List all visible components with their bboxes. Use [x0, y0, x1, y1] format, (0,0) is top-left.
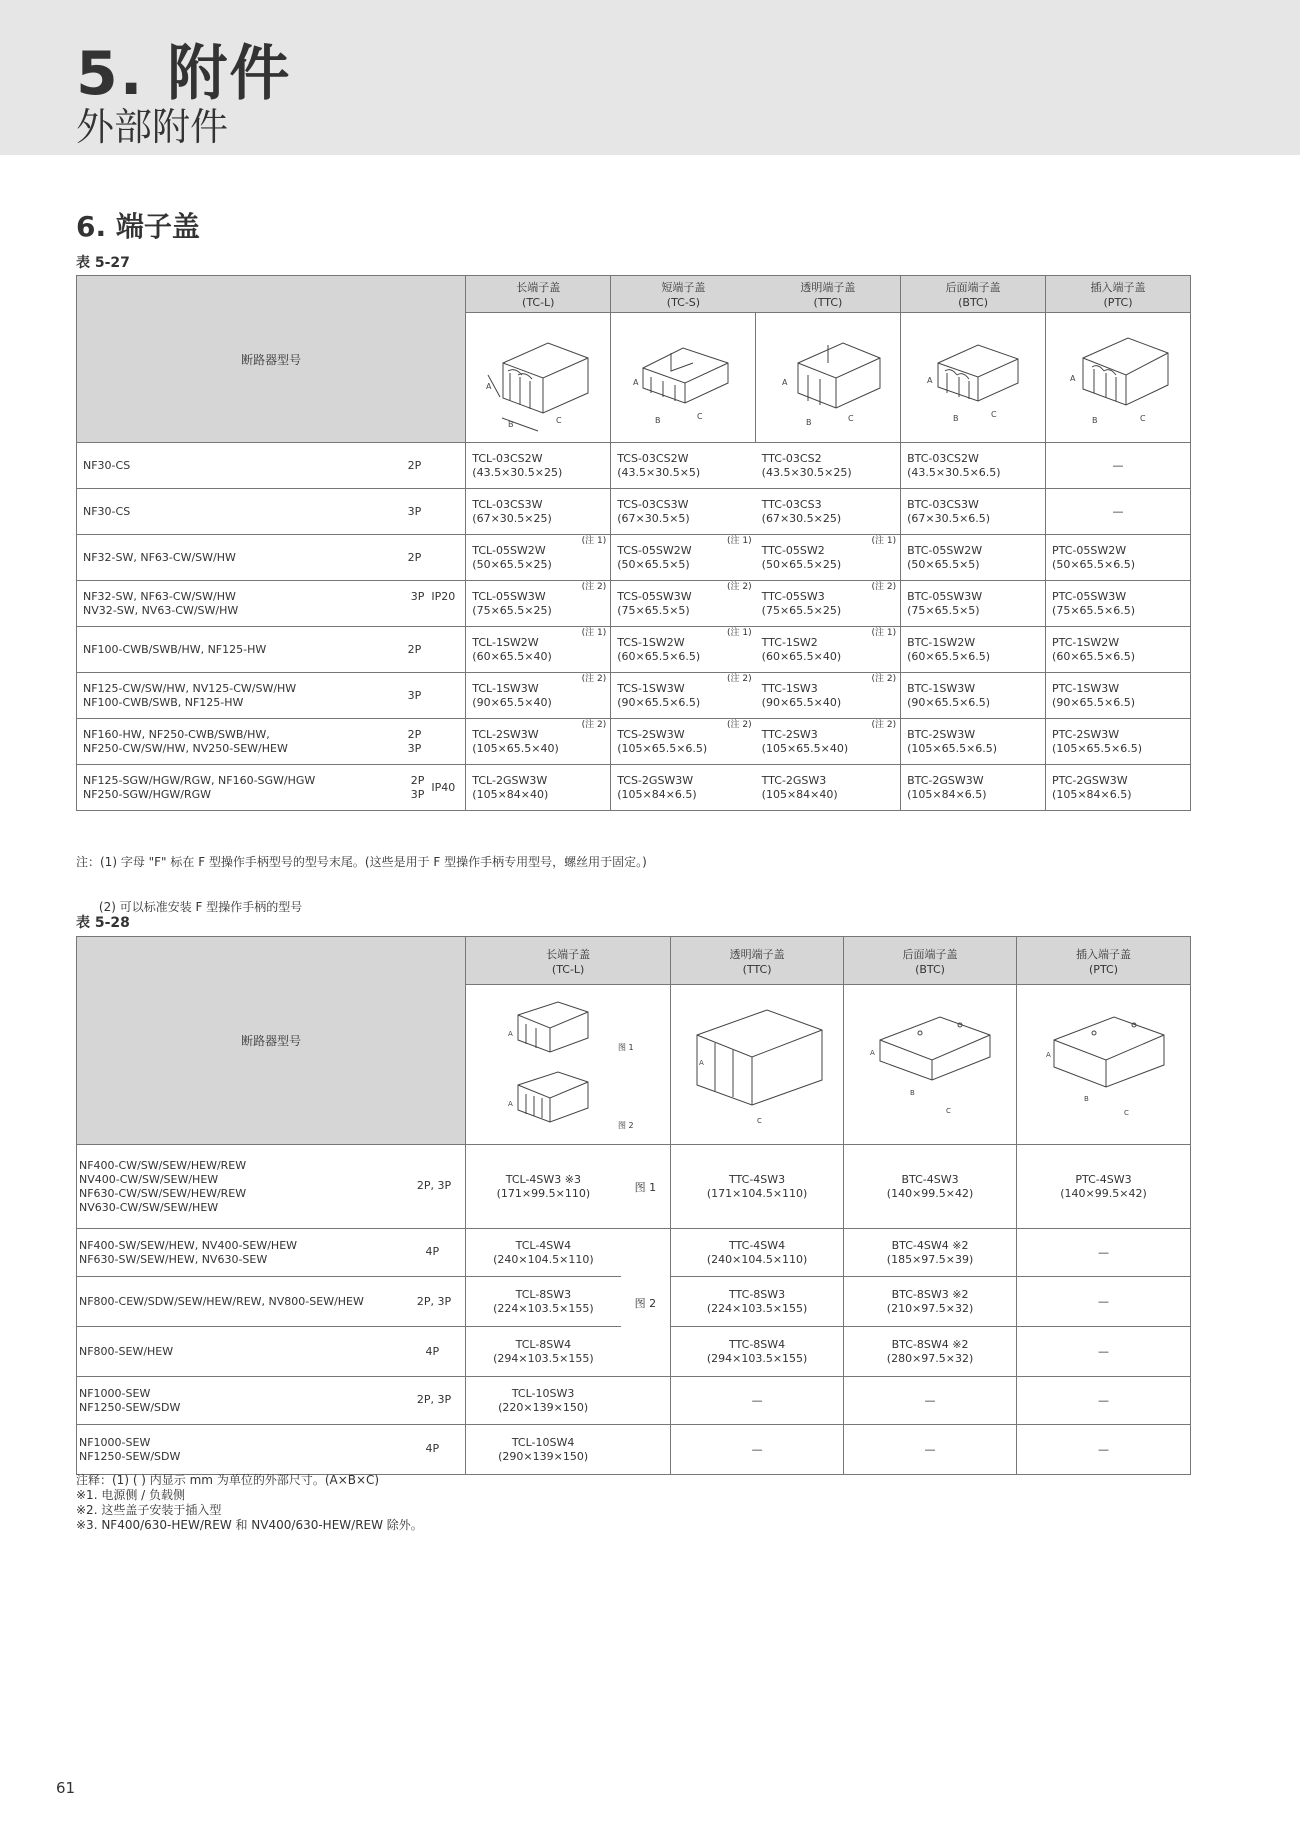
table1-row-header: 断路器型号 [77, 276, 466, 443]
table-row: NF800-CEW/SDW/SEW/HEW/REW, NV800-SEW/HEW 2P, 3P TCL-8SW3 (224×103.5×155) TTC-8SW3 (224×103.5×155) BTC-8SW3 ※2 (210×97.5×32) — [77, 1277, 1191, 1327]
table-5-28 [76, 936, 1191, 1475]
svg-text:A: A [927, 375, 933, 385]
table-row: 3P NF125-CW/SW/HW, NV125-CW/SW/HW NF100-CWB/SWB, NF125-HW (注 2) TCL-1SW3W (90×65.5×40) (注 2) TCS-1SW3W (90×65.5×6.5) (注 2) TTC-1SW3 (90×65.5×40) BTC-1SW3W (90×65.5×6.5) PTC-1SW3W (90×65.5×6.5) [77, 673, 1191, 719]
table2-notes: 注释：(1) ( ) 内显示 mm 为单位的外部尺寸。(A×B×C) ※1. 电源侧 / 负载侧 ※2. 这些盖子安装于插入型 ※3. NF400/630-HEW/REW 和 NV400/630-HEW/REW 除外。 [76, 1473, 423, 1532]
table-row: 2P, 3P NF1000-SEW NF1250-SEW/SDW TCL-10SW3 (220×139×150) — — — [77, 1377, 1191, 1425]
table-row: NF800-SEW/HEW 4P TCL-8SW4 (294×103.5×155) TTC-8SW4 (294×103.5×155) BTC-8SW4 ※2 (280×97.5×32) — [77, 1327, 1191, 1377]
col-header-btc: 后面端子盖 (BTC) [901, 276, 1046, 313]
svg-text:C: C [556, 415, 562, 425]
svg-text:A: A [870, 1048, 875, 1057]
table-row: NF30-CS 2P TCL-03CS2W (43.5×30.5×25) TCS-03CS2W (43.5×30.5×5) TTC-03CS2 (43.5×30.5×25) BTC-03CS2W (43.5×30.5×6.5) — [77, 443, 1191, 489]
svg-text:A: A [633, 377, 639, 387]
table-row: 2P 3P IP40 NF125-SGW/HGW/RGW, NF160-SGW/HGW NF250-SGW/HGW/RGW TCL-2GSW3W (105×84×40) TCS-2GSW3W (105×84×6.5) TTC-2GSW3 (105×84×40) BTC-2GSW3W (105×84×6.5) PTC-2GSW3W (105×84×6.5) [77, 765, 1191, 811]
svg-text:B: B [1092, 415, 1098, 425]
btc-cover-illustration [844, 985, 1017, 1145]
svg-text:A: A [508, 1029, 513, 1038]
ttc-cover-illustration [756, 313, 901, 443]
svg-text:B: B [953, 413, 959, 423]
table-row: NF32-SW, NF63-CW/SW/HW 2P (注 1) TCL-05SW2W (50×65.5×25) (注 1) TCS-05SW2W (50×65.5×5) (注 1) TTC-05SW2 (50×65.5×25) BTC-05SW2W (50×65.5×5) PTC-05SW2W (50×65.5×6.5) [77, 535, 1191, 581]
table2-row-header: 断路器型号 [77, 937, 466, 1145]
section-title: 6. 端子盖 [76, 210, 200, 243]
table-row: 4P NF400-SW/SEW/HEW, NV400-SEW/HEW NF630-SW/SEW/HEW, NV630-SEW TCL-4SW4 (240×104.5×110) 图 2 TTC-4SW4 (240×104.5×110) BTC-4SW4 ※2 (185×97.5×39) — [77, 1229, 1191, 1277]
col-header-tcl: 长端子盖 (TC-L) [466, 937, 671, 985]
table-row: 2P, 3P NF400-CW/SW/SEW/HEW/REW NV400-CW/SW/SEW/HEW NF630-CW/SW/SEW/HEW/REW NV630-CW/SW/SEW/HEW TCL-4SW3 ※3 (171×99.5×110) 图 1 TTC-4SW3 (171×104.5×110) BTC-4SW3 (140×99.5×42) PTC-4SW3 (140×99.5×42) [77, 1145, 1191, 1229]
fig1-ref: 图 1 [621, 1145, 671, 1229]
svg-text:C: C [1123, 1108, 1129, 1117]
svg-text:A: A [782, 377, 788, 387]
ptc-cover-illustration [1017, 985, 1191, 1145]
table-row: NF30-CS 3P TCL-03CS3W (67×30.5×25) TCS-03CS3W (67×30.5×5) TTC-03CS3 (67×30.5×25) BTC-03CS3W (67×30.5×6.5) — [77, 489, 1191, 535]
svg-text:A: A [508, 1099, 513, 1108]
table1-label: 表 5-27 [76, 255, 130, 271]
tcl-cover-illustration [466, 313, 611, 443]
svg-text:A: A [699, 1058, 704, 1067]
col-header-ttc: 透明端子盖 (TTC) [756, 276, 901, 313]
table1-notes: 注：(1) 字母 "F" 标在 F 型操作手柄型号的型号末尾。(这些是用于 F 型操作手柄专用型号，螺丝用于固定。) (2) 可以标准安装 F 型操作手柄的型号 [76, 855, 647, 914]
svg-text:图 2: 图 2 [618, 1120, 634, 1130]
svg-text:B: B [655, 415, 661, 425]
col-header-tcl: 长端子盖 (TC-L) [466, 276, 611, 313]
svg-text:C: C [946, 1106, 951, 1115]
svg-text:B: B [508, 419, 514, 429]
table2-label: 表 5-28 [76, 915, 130, 931]
col-header-ptc: 插入端子盖 (PTC) [1017, 937, 1191, 985]
page-header-band [0, 0, 1300, 155]
svg-text:A: A [1070, 373, 1076, 383]
tcl-cover-illustration [466, 985, 671, 1145]
chapter-title: 5. 附件 [76, 39, 292, 109]
svg-text:B: B [806, 417, 812, 427]
table-row: 3P IP20 NF32-SW, NF63-CW/SW/HW NV32-SW, NV63-CW/SW/HW (注 2) TCL-05SW3W (75×65.5×25) (注 2) TCS-05SW3W (75×65.5×5) (注 2) TTC-05SW3 (75×65.5×25) BTC-05SW3W (75×65.5×5) PTC-05SW3W (75×65.5×6.5) [77, 581, 1191, 627]
svg-text:C: C [697, 411, 703, 421]
page-number: 61 [56, 1779, 76, 1797]
model-cell: NF30-CS 2P [77, 443, 466, 489]
btc-cover-illustration [901, 313, 1046, 443]
svg-text:A: A [486, 381, 492, 391]
svg-text:图 1: 图 1 [618, 1042, 634, 1052]
svg-text:C: C [1140, 413, 1146, 423]
svg-text:B: B [1083, 1094, 1089, 1103]
table-5-27 [76, 275, 1191, 811]
svg-text:A: A [1045, 1050, 1051, 1059]
col-header-tcs: 短端子盖 (TC-S) [611, 276, 756, 313]
chapter-subtitle: 外部附件 [76, 105, 229, 149]
svg-text:C: C [991, 409, 997, 419]
col-header-btc: 后面端子盖 (BTC) [844, 937, 1017, 985]
table-row: NF100-CWB/SWB/HW, NF125-HW 2P (注 1) TCL-1SW2W (60×65.5×40) (注 1) TCS-1SW2W (60×65.5×6.5) (注 1) TTC-1SW2 (60×65.5×40) BTC-1SW2W (60×65.5×6.5) PTC-1SW2W (60×65.5×6.5) [77, 627, 1191, 673]
fig2-ref: 图 2 [621, 1229, 671, 1377]
tcs-cover-illustration [611, 313, 756, 443]
col-header-ttc: 透明端子盖 (TTC) [671, 937, 844, 985]
ptc-cover-illustration [1046, 313, 1191, 443]
table-row: 4P NF1000-SEW NF1250-SEW/SDW TCL-10SW4 (290×139×150) — — — [77, 1425, 1191, 1475]
svg-text:C: C [848, 413, 854, 423]
table-row: 2P 3P NF160-HW, NF250-CWB/SWB/HW, NF250-CW/SW/HW, NV250-SEW/HEW (注 2) TCL-2SW3W (105×65.5×40) (注 2) TCS-2SW3W (105×65.5×6.5) (注 2) TTC-2SW3 (105×65.5×40) BTC-2SW3W (105×65.5×6.5) PTC-2SW3W (105×65.5×6.5) [77, 719, 1191, 765]
col-header-ptc: 插入端子盖 (PTC) [1046, 276, 1191, 313]
svg-text:C: C [757, 1116, 762, 1125]
svg-text:B: B [910, 1088, 915, 1097]
ttc-cover-illustration [671, 985, 844, 1145]
